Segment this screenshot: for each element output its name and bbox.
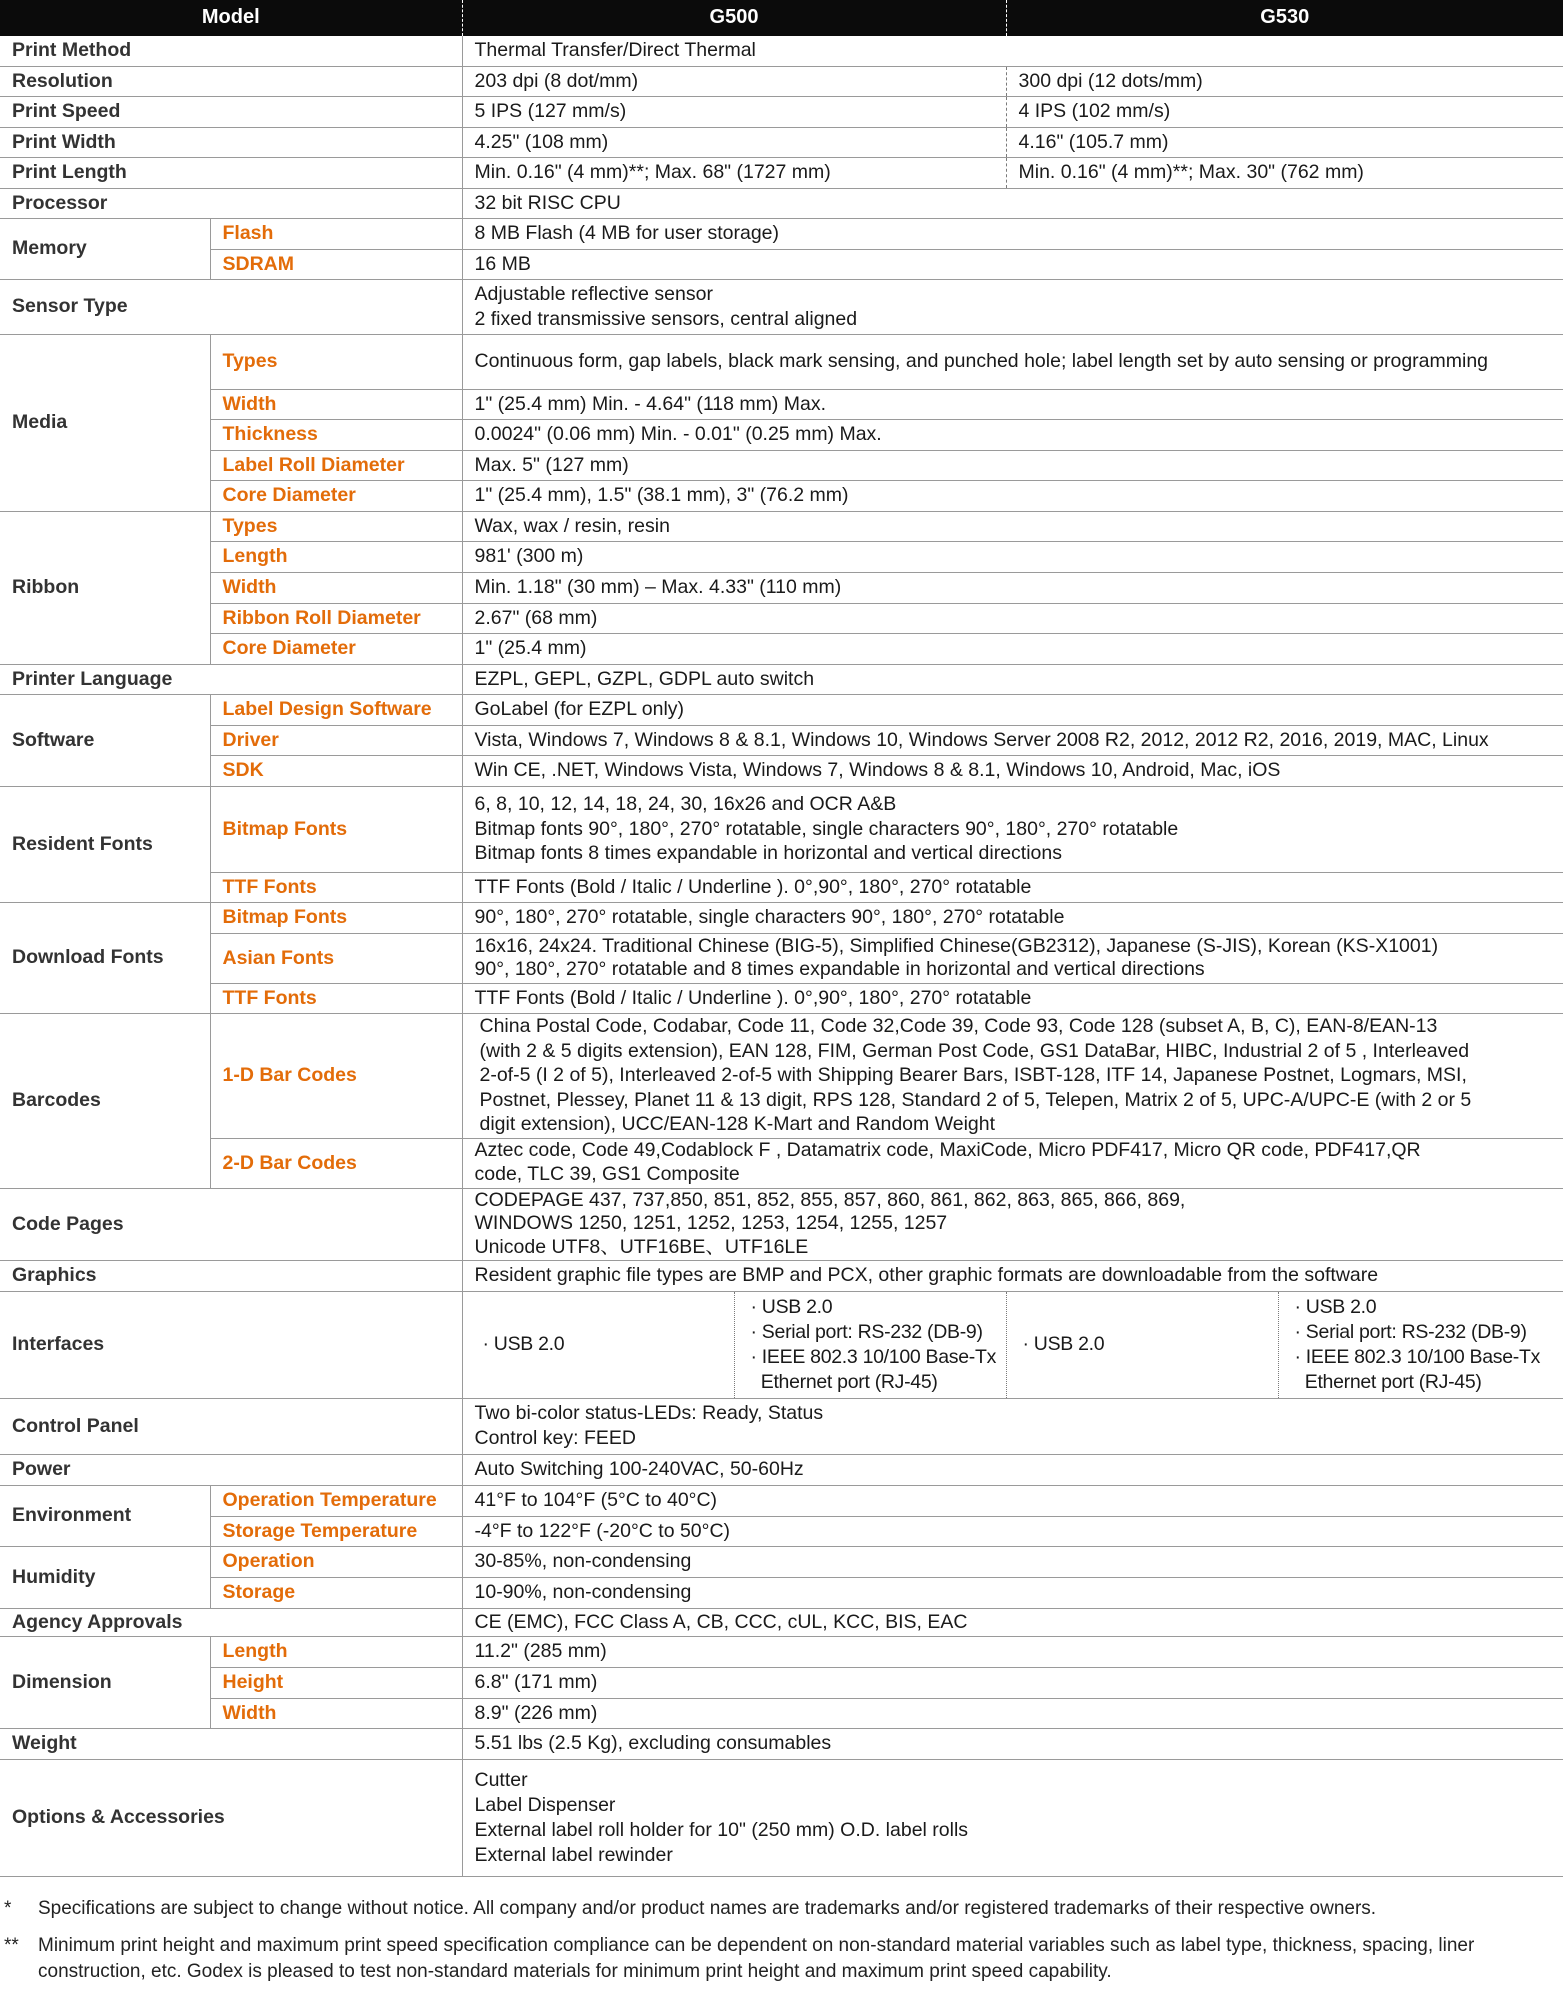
interface-line: · USB 2.0 (750, 1295, 833, 1318)
resident-ttf-label: TTF Fonts (210, 872, 462, 902)
agency-label: Agency Approvals (0, 1608, 462, 1636)
header-g530: G530 (1006, 0, 1563, 36)
row-download-bitmap (0, 902, 1563, 933)
software-driver-value: Vista, Windows 7, Windows 8 & 8.1, Windows 10, Windows Server 2008 R2, 2012, 2012 R2, 2016, 2019, MAC, Linux (462, 725, 1563, 755)
barcodes-1d-line: 2-of-5 (I 2 of 5), Interleaved 2-of-5 with Shipping Bearer Bars, ISBT-128, ITF 14, Japanese Postnet, Logmars, MSI, (479, 1064, 1467, 1087)
interface-line: · Serial port: RS-232 (DB-9) (750, 1320, 983, 1343)
media-roll-label: Label Roll Diameter (210, 450, 462, 480)
row-options (0, 1759, 1563, 1876)
row-software-design (0, 694, 1563, 725)
row-ribbon-width (0, 572, 1563, 603)
media-types-value: Continuous form, gap labels, black mark sensing, and punched hole; label length set by auto sensing or programming (462, 334, 1563, 389)
software-sdk-label: SDK (210, 755, 462, 786)
power-value: Auto Switching 100-240VAC, 50-60Hz (462, 1454, 1563, 1485)
ribbon-label: Ribbon (0, 511, 210, 664)
graphics-label: Graphics (0, 1260, 462, 1291)
dimension-height-value: 6.8" (171 mm) (462, 1667, 1563, 1698)
environment-st-label: Storage Temperature (210, 1516, 462, 1546)
download-asian-line: 90°, 180°, 270° rotatable and 8 times expandable in horizontal and vertical directions (474, 958, 1205, 980)
row-weight (0, 1728, 1563, 1759)
ribbon-core-label: Core Diameter (210, 633, 462, 664)
options-line: External label roll holder for 10" (250 mm) O.D. label rolls (474, 1818, 969, 1841)
software-label: Software (0, 694, 210, 786)
options-label: Options & Accessories (0, 1759, 462, 1876)
row-sensor (0, 279, 1563, 334)
row-print-method (0, 36, 1563, 66)
options-value (462, 1759, 1563, 1876)
sensor-label: Sensor Type (0, 279, 462, 334)
resident-bitmap-value (462, 786, 1563, 872)
ribbon-core-value: 1" (25.4 mm) (462, 633, 1563, 664)
dimension-label: Dimension (0, 1636, 210, 1728)
power-label: Power (0, 1454, 462, 1485)
footnote (0, 1896, 1560, 1923)
row-environment-storage (0, 1516, 1563, 1546)
barcodes-1d-label: 1-D Bar Codes (210, 1013, 462, 1138)
environment-op-value: 41°F to 104°F (5°C to 40°C) (462, 1485, 1563, 1516)
media-width-label: Width (210, 389, 462, 419)
media-thickness-label: Thickness (210, 419, 462, 450)
row-dimension-length (0, 1636, 1563, 1667)
ribbon-types-label: Types (210, 511, 462, 541)
row-interfaces (0, 1291, 1563, 1398)
row-software-sdk (0, 755, 1563, 786)
footnote-text: Specifications are subject to change without notice. All company and/or product names are trademarks and/or registered trademarks of their respective owners. (38, 1898, 1377, 1919)
interface-line: · IEEE 802.3 10/100 Base-Tx (1294, 1345, 1541, 1368)
resident-bitmap-label: Bitmap Fonts (210, 786, 462, 872)
print-speed-label: Print Speed (0, 96, 462, 127)
row-media-roll (0, 450, 1563, 480)
row-dimension-width (0, 1698, 1563, 1728)
row-print-width (0, 127, 1563, 157)
row-environment-operation (0, 1485, 1563, 1516)
dimension-length-label: Length (210, 1636, 462, 1667)
footnote-mark: * (4, 1898, 12, 1919)
interfaces-g500-standard (462, 1291, 734, 1398)
interface-line: · IEEE 802.3 10/100 Base-Tx (750, 1345, 997, 1368)
resident-bitmap-line: 6, 8, 10, 12, 14, 18, 24, 30, 16x26 and OCR A&B (474, 792, 897, 815)
environment-st-value: -4°F to 122°F (-20°C to 50°C) (462, 1516, 1563, 1546)
row-language (0, 664, 1563, 694)
environment-op-label: Operation Temperature (210, 1485, 462, 1516)
ribbon-width-label: Width (210, 572, 462, 603)
row-agency (0, 1608, 1563, 1636)
interfaces-label: Interfaces (0, 1291, 462, 1398)
barcodes-2d-value (462, 1138, 1563, 1188)
weight-value: 5.51 lbs (2.5 Kg), excluding consumables (462, 1728, 1563, 1759)
row-media-width (0, 389, 1563, 419)
row-download-asian (0, 933, 1563, 983)
footnote-text: Minimum print height and maximum print speed specification compliance can be dependent on non-standard material variables such as label type, thickness, spacing, liner construction, etc. Godex is pleased to test non-standard materials for minimum print height and maximum print speed capability. (38, 1934, 1475, 1983)
download-bitmap-value: 90°, 180°, 270° rotatable, single characters 90°, 180°, 270° rotatable (462, 902, 1563, 933)
footnotes (0, 1896, 1560, 1996)
download-ttf-value: TTF Fonts (Bold / Italic / Underline ). 0°,90°, 180°, 270° rotatable (462, 983, 1563, 1013)
media-types-label: Types (210, 334, 462, 389)
print-method-value: Thermal Transfer/Direct Thermal (462, 36, 1563, 66)
row-download-ttf (0, 983, 1563, 1013)
row-resolution (0, 66, 1563, 96)
row-ribbon-core (0, 633, 1563, 664)
media-roll-value: Max. 5" (127 mm) (462, 450, 1563, 480)
interfaces-g530-option (1278, 1291, 1563, 1398)
interface-line: Ethernet port (RJ-45) (750, 1370, 938, 1393)
memory-sdram-value: 16 MB (462, 249, 1563, 279)
interfaces-g530-standard (1006, 1291, 1278, 1398)
download-fonts-label: Download Fonts (0, 902, 210, 1013)
software-design-label: Label Design Software (210, 694, 462, 725)
print-method-label: Print Method (0, 36, 462, 66)
download-ttf-label: TTF Fonts (210, 983, 462, 1013)
processor-label: Processor (0, 188, 462, 218)
ribbon-roll-label: Ribbon Roll Diameter (210, 603, 462, 633)
code-pages-line: CODEPAGE 437, 737,850, 851, 852, 855, 857, 860, 861, 862, 863, 865, 866, 869, (474, 1188, 1186, 1211)
humidity-op-label: Operation (210, 1546, 462, 1577)
ribbon-length-value: 981' (300 m) (462, 541, 1563, 572)
row-software-driver (0, 725, 1563, 755)
row-media-core (0, 480, 1563, 511)
sensor-value (462, 279, 1563, 334)
humidity-st-value: 10-90%, non-condensing (462, 1577, 1563, 1608)
download-bitmap-label: Bitmap Fonts (210, 902, 462, 933)
row-humidity-operation (0, 1546, 1563, 1577)
graphics-value: Resident graphic file types are BMP and PCX, other graphic formats are downloadable from the software (462, 1260, 1563, 1291)
row-graphics (0, 1260, 1563, 1291)
humidity-label: Humidity (0, 1546, 210, 1608)
control-panel-label: Control Panel (0, 1398, 462, 1454)
row-memory-sdram (0, 249, 1563, 279)
print-width-g500: 4.25" (108 mm) (462, 127, 1006, 157)
software-sdk-value: Win CE, .NET, Windows Vista, Windows 7, Windows 8 & 8.1, Windows 10, Android, Mac, iOS (462, 755, 1563, 786)
media-width-value: 1" (25.4 mm) Min. - 4.64" (118 mm) Max. (462, 389, 1563, 419)
row-humidity-storage (0, 1577, 1563, 1608)
print-length-g530: Min. 0.16" (4 mm)**; Max. 30" (762 mm) (1006, 157, 1563, 188)
row-memory-flash (0, 218, 1563, 249)
row-media-types (0, 334, 1563, 389)
resolution-g500: 203 dpi (8 dot/mm) (462, 66, 1006, 96)
software-design-value: GoLabel (for EZPL only) (462, 694, 1563, 725)
barcodes-1d-line: Postnet, Plessey, Planet 11 & 13 digit, RPS 128, Standard 2 of 5, Telepen, Matrix 2 of 5, UPC-A/UPC-E (with 2 or 5 (479, 1088, 1472, 1111)
header-row (0, 0, 1563, 36)
barcodes-2d-line: code, TLC 39, GS1 Composite (474, 1163, 740, 1185)
options-line: Cutter (474, 1768, 528, 1791)
row-power (0, 1454, 1563, 1485)
interface-line: · Serial port: RS-232 (DB-9) (1294, 1320, 1527, 1343)
row-resident-ttf (0, 872, 1563, 902)
control-panel-line: Control key: FEED (474, 1427, 636, 1450)
resident-ttf-value: TTF Fonts (Bold / Italic / Underline ). 0°,90°, 180°, 270° rotatable (462, 872, 1563, 902)
control-panel-line: Two bi-color status-LEDs: Ready, Status (474, 1402, 824, 1425)
row-barcodes-2d (0, 1138, 1563, 1188)
resident-bitmap-line: Bitmap fonts 8 times expandable in horizontal and vertical directions (474, 842, 1062, 865)
media-label: Media (0, 334, 210, 511)
dimension-width-value: 8.9" (226 mm) (462, 1698, 1563, 1728)
row-print-speed (0, 96, 1563, 127)
row-barcodes-1d (0, 1013, 1563, 1138)
resolution-label: Resolution (0, 66, 462, 96)
memory-flash-value: 8 MB Flash (4 MB for user storage) (462, 218, 1563, 249)
row-ribbon-length (0, 541, 1563, 572)
header-model: Model (0, 0, 462, 36)
code-pages-label: Code Pages (0, 1188, 462, 1260)
resident-bitmap-line: Bitmap fonts 90°, 180°, 270° rotatable, single characters 90°, 180°, 270° rotatable (474, 817, 1179, 840)
code-pages-line: Unicode UTF8、UTF16BE、UTF16LE (474, 1236, 809, 1259)
footnote (0, 1933, 1560, 1986)
row-control-panel (0, 1398, 1563, 1454)
environment-label: Environment (0, 1485, 210, 1546)
print-width-g530: 4.16" (105.7 mm) (1006, 127, 1563, 157)
code-pages-line: WINDOWS 1250, 1251, 1252, 1253, 1254, 1255, 1257 (474, 1212, 948, 1235)
language-label: Printer Language (0, 664, 462, 694)
control-panel-value (462, 1398, 1563, 1454)
media-thickness-value: 0.0024" (0.06 mm) Min. - 0.01" (0.25 mm) Max. (462, 419, 1563, 450)
row-media-thickness (0, 419, 1563, 450)
barcodes-2d-line: Aztec code, Code 49,Codablock F , Datamatrix code, MaxiCode, Micro PDF417, Micro QR code, PDF417,QR (474, 1139, 1421, 1162)
barcodes-label: Barcodes (0, 1013, 210, 1188)
media-core-value: 1" (25.4 mm), 1.5" (38.1 mm), 3" (76.2 mm) (462, 480, 1563, 511)
processor-value: 32 bit RISC CPU (462, 188, 1563, 218)
row-dimension-height (0, 1667, 1563, 1698)
software-driver-label: Driver (210, 725, 462, 755)
code-pages-value (462, 1188, 1563, 1260)
print-length-label: Print Length (0, 157, 462, 188)
humidity-op-value: 30-85%, non-condensing (462, 1546, 1563, 1577)
options-line: Label Dispenser (474, 1793, 616, 1816)
sensor-line: Adjustable reflective sensor (474, 282, 713, 305)
print-speed-g500: 5 IPS (127 mm/s) (462, 96, 1006, 127)
media-core-label: Core Diameter (210, 480, 462, 511)
weight-label: Weight (0, 1728, 462, 1759)
memory-flash-label: Flash (210, 218, 462, 249)
barcodes-1d-line: China Postal Code, Codabar, Code 11, Code 32,Code 39, Code 93, Code 128 (subset A, B, C), EAN-8/EAN-13 (479, 1015, 1438, 1038)
barcodes-2d-label: 2-D Bar Codes (210, 1138, 462, 1188)
header-g500: G500 (462, 0, 1006, 36)
interface-line: · USB 2.0 (482, 1333, 565, 1356)
resident-fonts-label: Resident Fonts (0, 786, 210, 902)
print-width-label: Print Width (0, 127, 462, 157)
ribbon-roll-value: 2.67" (68 mm) (462, 603, 1563, 633)
print-length-g500: Min. 0.16" (4 mm)**; Max. 68" (1727 mm) (462, 157, 1006, 188)
humidity-st-label: Storage (210, 1577, 462, 1608)
row-processor (0, 188, 1563, 218)
row-ribbon-types (0, 511, 1563, 541)
barcodes-1d-value (462, 1013, 1563, 1138)
ribbon-width-value: Min. 1.18" (30 mm) – Max. 4.33" (110 mm) (462, 572, 1563, 603)
sensor-line: 2 fixed transmissive sensors, central aligned (474, 307, 858, 330)
barcodes-1d-line: digit extension), UCC/EAN-128 K-Mart and Random Weight (479, 1113, 996, 1136)
print-speed-g530: 4 IPS (102 mm/s) (1006, 96, 1563, 127)
ribbon-types-value: Wax, wax / resin, resin (462, 511, 1563, 541)
row-print-length (0, 157, 1563, 188)
row-ribbon-roll (0, 603, 1563, 633)
memory-label: Memory (0, 218, 210, 279)
interface-line: Ethernet port (RJ-45) (1294, 1370, 1482, 1393)
dimension-length-value: 11.2" (285 mm) (462, 1636, 1563, 1667)
barcodes-1d-line: (with 2 & 5 digits extension), EAN 128, FIM, German Post Code, GS1 DataBar, HIBC, Industrial 2 of 5 , Interleaved (479, 1039, 1470, 1062)
language-value: EZPL, GEPL, GZPL, GDPL auto switch (462, 664, 1563, 694)
download-asian-label: Asian Fonts (210, 933, 462, 983)
agency-value: CE (EMC), FCC Class A, CB, CCC, cUL, KCC, BIS, EAC (462, 1608, 1563, 1636)
options-line: External label rewinder (474, 1843, 673, 1866)
dimension-width-label: Width (210, 1698, 462, 1728)
interface-line: · USB 2.0 (1022, 1333, 1105, 1356)
interfaces-g500-option (734, 1291, 1006, 1398)
download-asian-line: 16x16, 24x24. Traditional Chinese (BIG-5), Simplified Chinese(GB2312), Japanese (S-JIS), Korean (KS-X1001) (474, 935, 1439, 957)
dimension-height-label: Height (210, 1667, 462, 1698)
footnote-mark: ** (4, 1934, 19, 1956)
memory-sdram-label: SDRAM (210, 249, 462, 279)
row-code-pages (0, 1188, 1563, 1260)
resolution-g530: 300 dpi (12 dots/mm) (1006, 66, 1563, 96)
download-asian-value (462, 933, 1563, 983)
interface-line: · USB 2.0 (1294, 1295, 1377, 1318)
row-resident-bitmap (0, 786, 1563, 872)
ribbon-length-label: Length (210, 541, 462, 572)
